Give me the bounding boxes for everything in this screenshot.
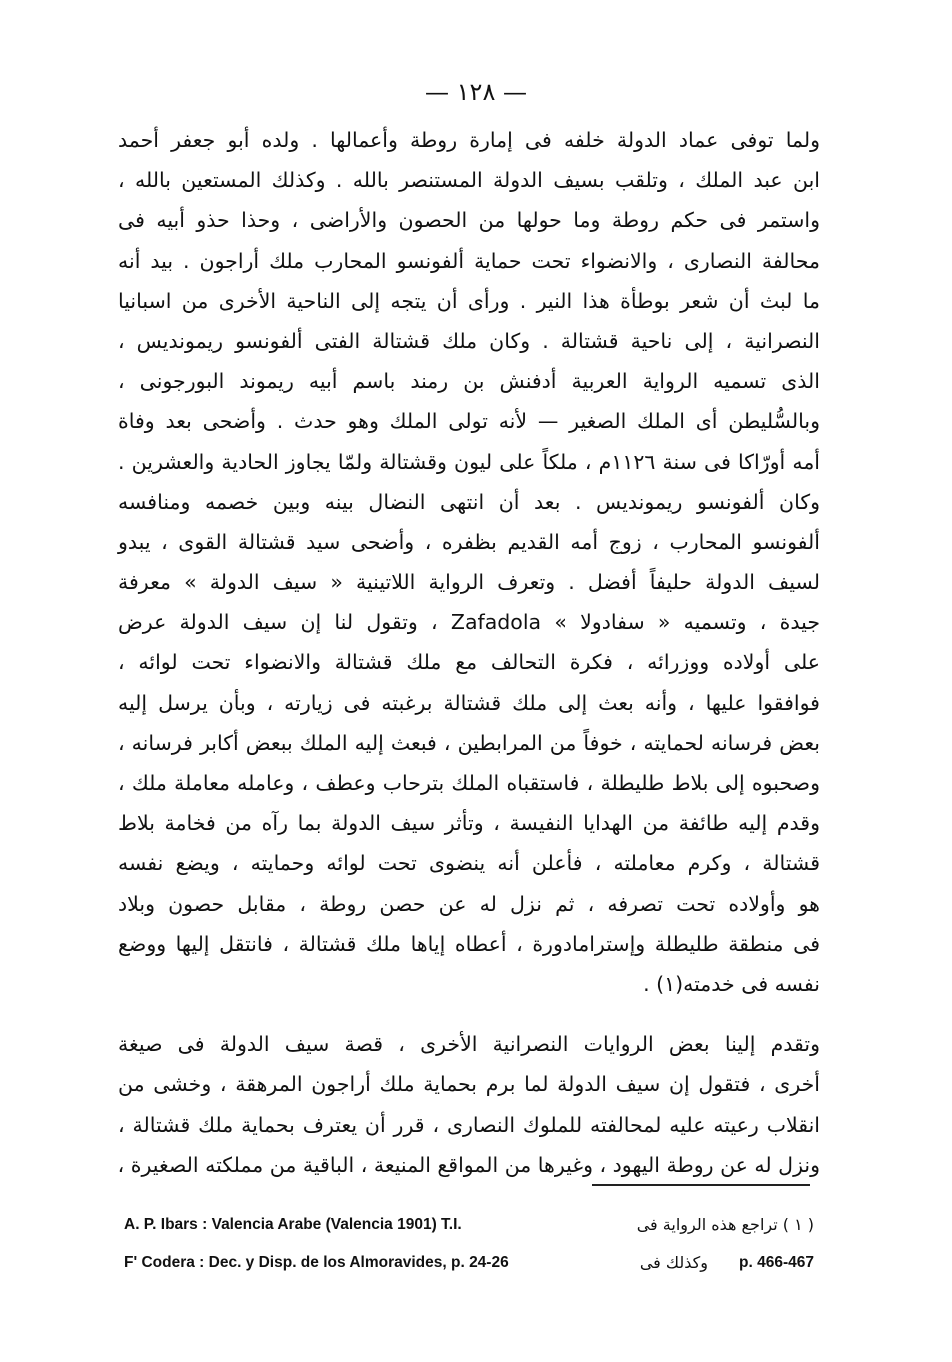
text-line: لسيف الدولة حليفاً أفضل . وتعرف الرواية اللاتينية « سيف الدولة » معرفة: [118, 570, 820, 595]
text-line: وكان ألفونسو ريموندیس . بعد أن انتهى النضال بينه وبين خصمه ومنافسه: [118, 489, 820, 514]
text-line: على أولاده ووزرائه ، فكرة التحالف مع ملك قشتالة والانضواء تحت لوائه ،: [118, 650, 820, 675]
text-line: ألفونسو المحارب ، زوج أمه القديم بظفره ، وأضحى سيد قشتالة القوى ، يبدو: [118, 529, 820, 554]
text-line: ونزل له عن روطة اليهود ، وغيرها من المواقع المنيعة ، الباقية من مملكته الصغيرة ،: [117, 1152, 820, 1177]
text-line: وبالسُّليطن أى الملك الصغير — لأنه تولى الملك وهو حدث . وأضحى بعد وفاة: [118, 409, 820, 434]
footnote-divider: [592, 1184, 810, 1186]
footnote-citation: F' Codera : Dec. y Disp. de los Almoravides, p. 24-26: [124, 1254, 509, 1271]
body-text: [118, 120, 820, 1185]
text-line: واستمر فى حكم روطة وما حولها من الحصون والأراضى ، وحذا حذو أبيه فى: [118, 208, 820, 233]
text-line: وتقدم إلينا بعض الروايات النصرانية الأخرى ، قصة سيف الدولة فى صيغة: [118, 1032, 820, 1057]
footnotes: [124, 1206, 814, 1282]
text-line: فوافقوا عليها ، وأنه بعث إلى ملك قشتالة برغبته فى زيارته ، وبأن يرسل إليه: [118, 690, 820, 715]
footnote-text: وكذلك فى: [639, 1253, 708, 1272]
footnote-line-1: [124, 1206, 814, 1244]
footnote-pages: p. 466-467: [739, 1254, 814, 1271]
text-line: هو وأولاده تحت تصرفه ، ثم نزل له عن حصن روطة ، مقابل حصون وبلاد: [118, 891, 820, 916]
text-line: ابن عبد الملك ، وتلقب بسيف الدولة المستنصر بالله . وكذلك المستعين بالله ،: [118, 168, 820, 193]
paragraph-spacer: [118, 1004, 820, 1024]
text-line: وقدم إليه طائفة من الهدايا النفيسة ، وتأثر سيف الدولة بما رآه من فخامة بلاط: [118, 811, 820, 836]
text-line: نفسه فى خدمته(١) .: [643, 971, 820, 996]
text-line: أخرى ، فتقول إن سيف الدولة لما برم بحماية ملك أراجون المرهقة ، وخشى من: [118, 1072, 820, 1097]
footnote-citation: A. P. Ibars : Valencia Arabe (Valencia 1901) T.I.: [124, 1216, 462, 1233]
text-line: بعض فرسانه لحمايته ، خوفاً من المرابطين ، فبعث إليه الملك ببعض أكابر فرسانه ،: [118, 730, 820, 755]
text-line: ما لبث أن شعر بوطأة هذا النير . ورأى أن يتجه إلى الناحية الأخرى من اسبانيا: [118, 288, 820, 313]
footnote-text: ( ١ ) تراجع هذه الرواية فى: [636, 1215, 814, 1234]
text-line: ولما توفى عماد الدولة خلفه فى إمارة روطة وأعمالها . ولده أبو جعفر أحمد: [118, 128, 820, 152]
text-line: النصرانية ، إلى ناحية قشتالة . وكان ملك قشتالة الفتى ألفونسو ريموندیس ،: [118, 328, 820, 353]
text-line: الذى تسميه الرواية العربية أدفنش بن رمند باسم أبيه ريموند البورجونى ،: [118, 369, 820, 394]
page-number: — ١٢٨ —: [425, 78, 527, 106]
paragraph-2: [118, 1024, 820, 1185]
paragraph-1: [118, 120, 820, 1004]
text-line: قشتالة ، وكرم معاملته ، فأعلن أنه ينضوى تحت لوائه وحمايته ، ويضع نفسه: [118, 851, 820, 876]
footnote-line-2: [124, 1244, 814, 1282]
text-line: انقلاب رعيته عليه لمحالفته للملوك النصارى ، قرر أن يعترف بحماية ملك قشتالة ،: [118, 1112, 820, 1137]
text-line: جيدة ، وتسميه « سفادولا » Zafadola ، وتقول لنا إن سيف الدولة عرض: [118, 610, 821, 635]
text-line: فى منطقة طليطلة وإسترامادورة ، أعطاه إياها ملك قشتالة ، فانتقل إليها ووضع: [118, 931, 820, 956]
text-line: وصحبوه إلى بلاط طليطلة ، فاستقباه الملك بترحاب وعطف ، وعامله معاملة ملك ،: [118, 771, 820, 795]
text-line: أمه أورّاكا فى سنة ١١٢٦م ، ملكاً على ليون وقشتالة ولمّا يجاوز الحادية والعشرين .: [118, 449, 821, 474]
text-line: محالفة النصارى ، والانضواء تحت حماية ألفونسو المحارب ملك أراجون . بيد أنه: [118, 248, 820, 273]
